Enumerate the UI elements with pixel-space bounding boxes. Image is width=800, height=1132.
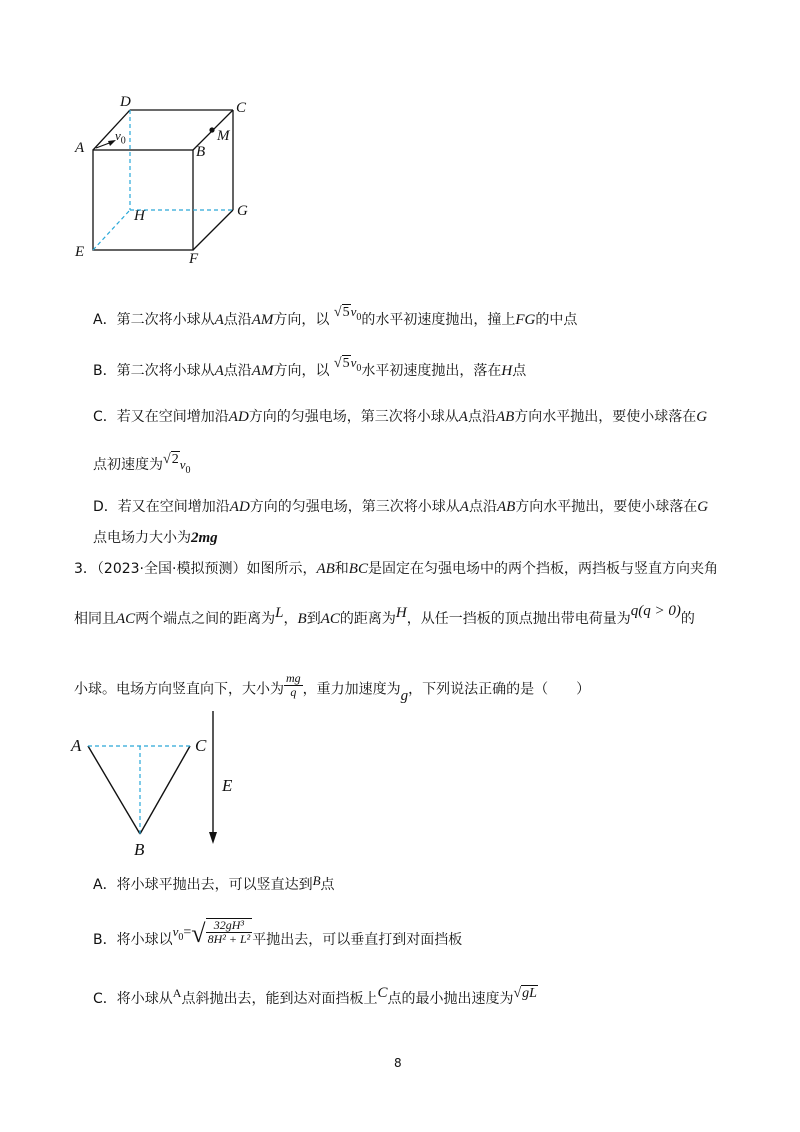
cube-front-face: [93, 150, 193, 250]
cube-edge-FG: [193, 210, 233, 250]
option-q2-D-line1: D．若又在空间增加沿AD方向的匀强电场，第三次将小球从A点沿AB方向水平抛出，要使小球落在G: [93, 499, 709, 515]
option-q2-B: B．第二次将小球从A点沿AM方向，以 $√5v_0$水平初速度抛出，落在H点: [93, 355, 527, 379]
tri-label-C: C: [195, 736, 207, 755]
page-number: 8: [394, 1056, 402, 1070]
option-q3-C: C．将小球从A点斜抛出去，能到达对面挡板上C点的最小抛出速度为√gL: [93, 985, 537, 1007]
q3-line3: 小球。电场方向竖直向下，大小为 $\frac{mg}{q}$ ，重力加速度为g，下列说法正确的是（ ）: [74, 671, 591, 704]
triangle-diagram: [0, 0, 260, 160]
option-q3-B: B．将小球以$v_0=√$ $\frac{\text{32gH³}}{\text{8H² + L²}}$ 平抛出去，可以垂直打到对面挡板: [93, 918, 463, 948]
label-B: B: [196, 144, 206, 160]
field-arrowhead-E: [209, 832, 217, 844]
plate-BC: [140, 746, 190, 834]
plate-AB: [88, 746, 140, 834]
label-M: M: [217, 128, 230, 144]
q3-line1: 3．（2023·全国·模拟预测）如图所示，AB和BC是固定在匀强电场中的两个挡板，两挡板与竖直方向夹角: [74, 561, 718, 577]
tri-label-A: A: [71, 736, 82, 755]
label-G: G: [237, 203, 248, 219]
label-D: D: [120, 94, 131, 110]
cube-edge-EH: [93, 210, 130, 250]
label-C: C: [236, 100, 247, 116]
option-q3-A: A．将小球平抛出去，可以竖直达到B点: [93, 873, 335, 893]
label-H: H: [134, 208, 145, 224]
label-A: A: [75, 140, 85, 156]
option-q2-D-line2: 点电场力大小为2mg: [93, 530, 218, 546]
label-E: E: [75, 244, 85, 260]
q3-line2: 相同且AC两个端点之间的距离为L，B到AC的距离为H，从任一挡板的顶点抛出带电荷量为q(q > 0)的: [74, 603, 695, 627]
option-q2-C-line2: 点初速度为$√2v_0$: [93, 452, 191, 476]
tri-label-B: B: [134, 840, 145, 859]
label-v0: $v_0$: [115, 128, 126, 147]
tri-label-E: E: [222, 776, 233, 795]
option-q2-A: A．第二次将小球从A点沿AM方向，以 $√5v_0$的水平初速度抛出，撞上FG的中点: [93, 304, 578, 328]
label-F: F: [189, 251, 199, 267]
option-q2-C-line1: C．若又在空间增加沿AD方向的匀强电场，第三次将小球从A点沿AB方向水平抛出，要使小球落在G: [93, 409, 708, 425]
